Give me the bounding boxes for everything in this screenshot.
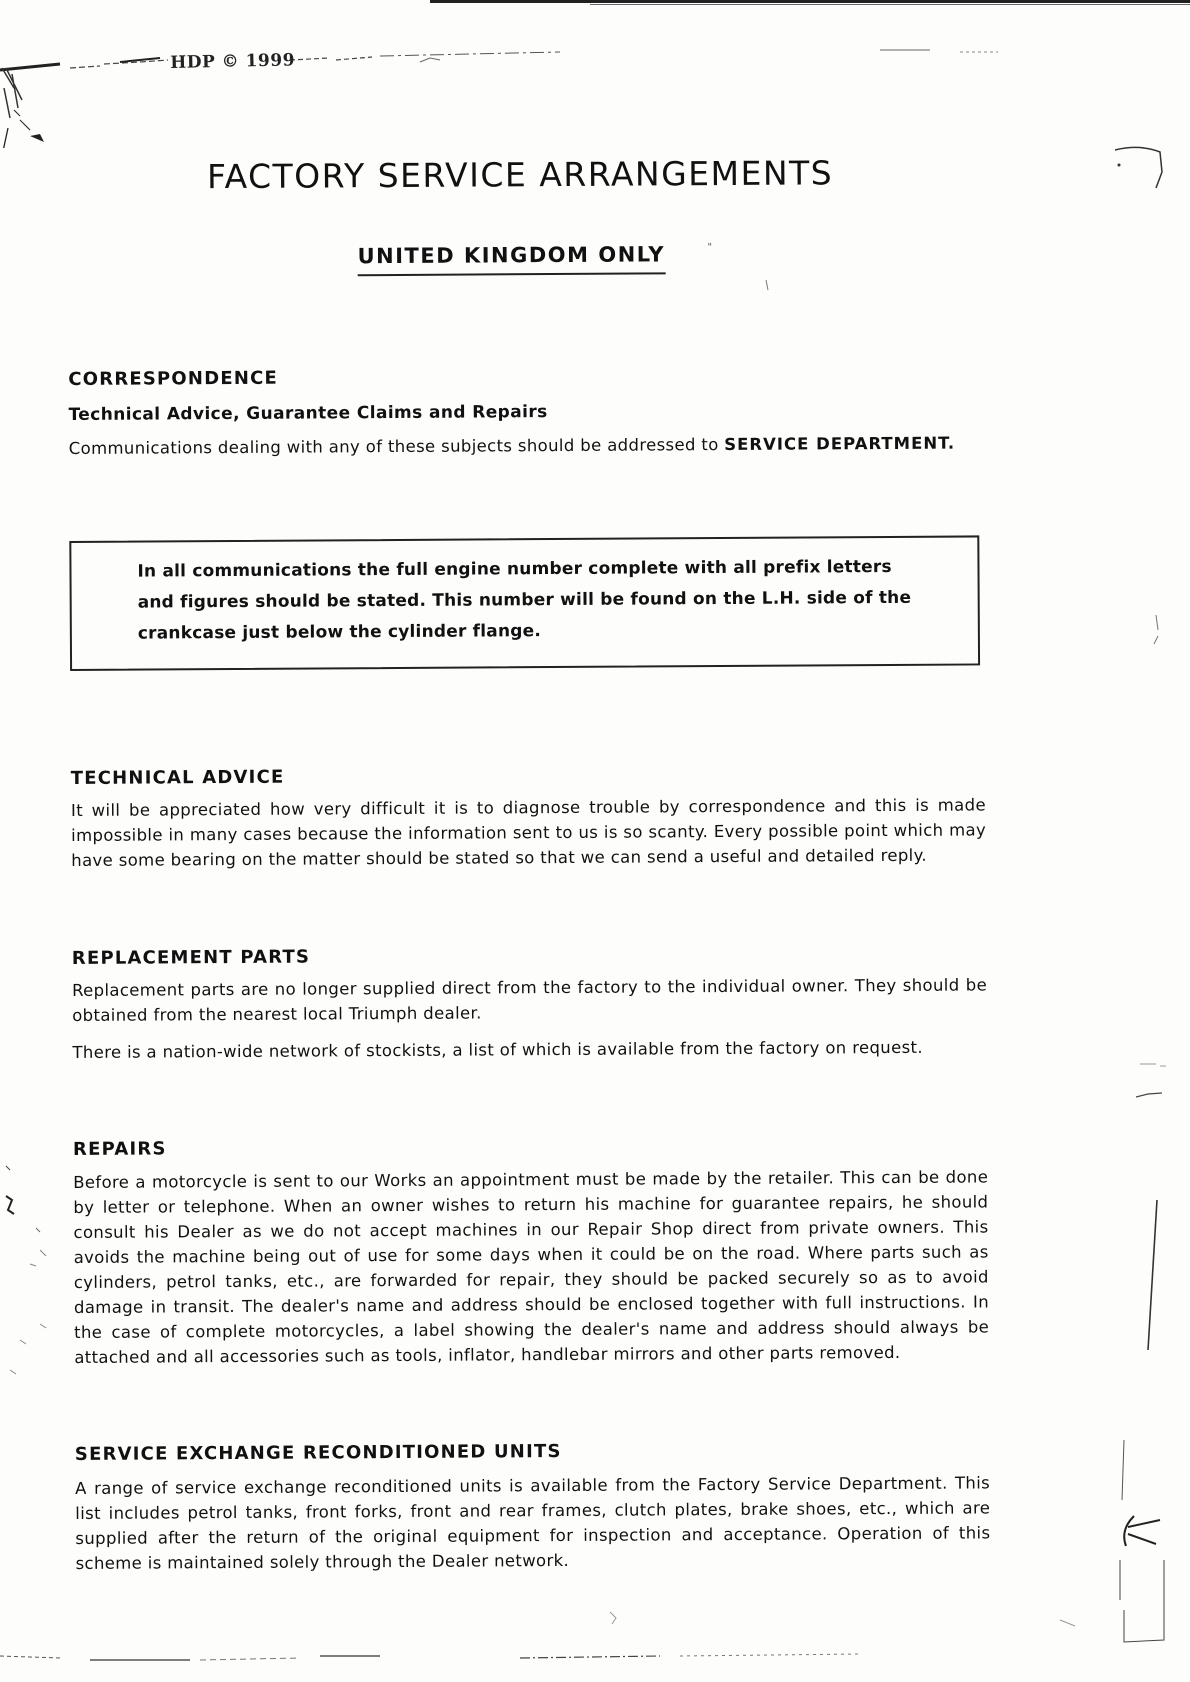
engine-number-notice: [69, 535, 980, 671]
page-subtitle: UNITED KINGDOM ONLY: [357, 242, 665, 276]
correspondence-body: [69, 430, 1029, 461]
header-scribble: [0, 48, 1000, 148]
engine-number-notice-text: In all communications the full engine number complete with all prefix letters and figures should be stated. This number will be found on the L.H. side of the crankcase just below the cylinder flange.: [137, 556, 912, 644]
scan-edge-line-thin: [590, 4, 1190, 5]
correspondence-heading: CORRESPONDENCE: [68, 367, 279, 390]
replacement-parts-network: There is a nation-wide network of stockists, a list of which is available from the factory on request.: [72, 1037, 923, 1062]
correspondence-body-text: Communications dealing with any of these subjects should be addressed to: [68, 434, 725, 458]
page-title: FACTORY SERVICE ARRANGEMENTS: [206, 153, 834, 197]
service-exchange-heading: SERVICE EXCHANGE RECONDITIONED UNITS: [74, 1441, 562, 1465]
service-department-label: SERVICE DEPARTMENT.: [724, 433, 956, 454]
repairs-body: Before a motorcycle is sent to our Works an appointment must be made by the retailer. This can be done by letter or telephone. When an owner wishes to return his machine for guarantee repairs, he should consult his Dealer as we do not accept machines in our Repair Shop direct from private owners. This avoids the machine being out of use for some days when it could be on the road. Where parts such as cylinders, petrol tanks, etc., are forwarded for repair, they should be packed securely so as to avoid damage in transit. The dealer's name and address should be enclosed together with full instructions. In the case of complete motorcycles, a label showing the dealer's name and address should always be attached and all accessories such as tools, inflator, handlebar mirrors and other parts removed.: [73, 1167, 990, 1367]
service-exchange-body: A range of service exchange reconditioned units is available from the Factory Service Department. This list includes petrol tanks, front forks, front and rear frames, clutch plates, brake shoes, etc., which are supplied after the return of the original equipment for inspection and acceptance. Operation of this scheme is maintained solely through the Dealer network.: [75, 1473, 991, 1573]
repairs-heading: REPAIRS: [72, 1138, 167, 1160]
replacement-parts-heading: REPLACEMENT PARTS: [71, 946, 311, 969]
copyright-stamp: HDP © 1999: [170, 50, 296, 73]
correspondence-subheading: Technical Advice, Guarantee Claims and Repairs: [68, 402, 548, 425]
technical-advice-body: It will be appreciated how very difficult it is to diagnose trouble by correspondence and this is made impossible in many cases because the information sent to us is so scanty. Every possible point which may have some bearing on the matter should be stated so that we can send a useful and detailed reply.: [70, 795, 987, 870]
bottom-scan-edge: [0, 1620, 1190, 1680]
stray-mark: ": [707, 242, 713, 254]
replacement-parts-body: Replacement parts are no longer supplied direct from the factory to the individual owner. They should be obtained from the nearest local Triumph dealer.: [71, 975, 988, 1025]
technical-advice-heading: TECHNICAL ADVICE: [70, 766, 285, 789]
scan-edge-line: [430, 0, 1190, 3]
